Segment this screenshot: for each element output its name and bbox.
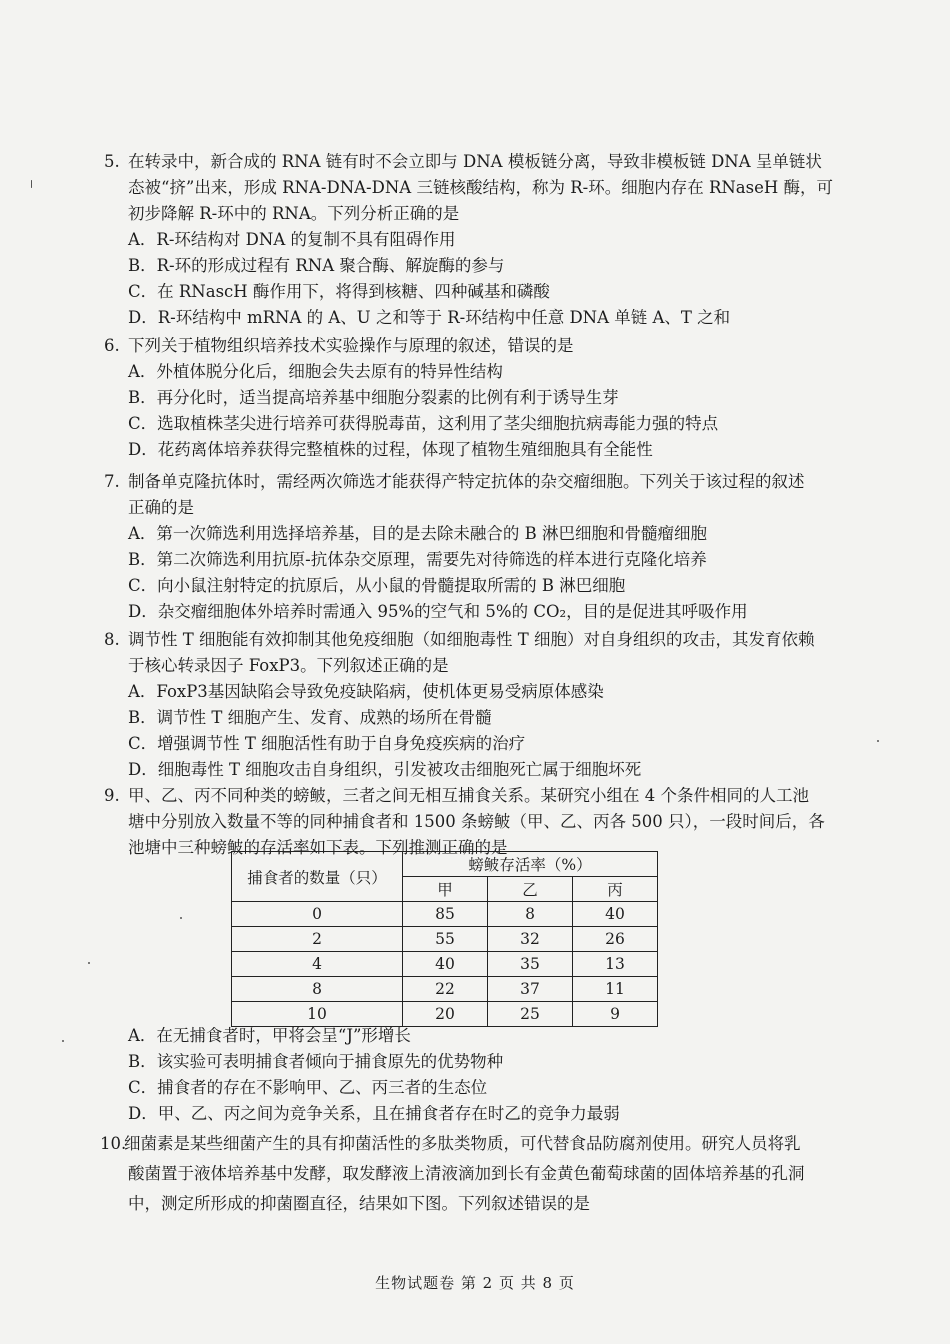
option-c: C．增强调节性 T 细胞活性有助于自身免疫疾病的治疗	[128, 734, 526, 753]
option-a: A．在无捕食者时，甲将会呈“J”形增长	[128, 1026, 411, 1045]
option-a: A．第一次筛选利用选择培养基，目的是去除未融合的 B 淋巴细胞和骨髓瘤细胞	[128, 524, 708, 543]
question-stem: 酸菌置于液体培养基中发酵，取发酵液上清液滴加到长有金黄色葡萄球菌的固体培养基的孔洞	[128, 1164, 805, 1183]
option-c: C．向小鼠注射特定的抗原后，从小鼠的骨髓提取所需的 B 淋巴细胞	[128, 576, 626, 595]
question-stem: 5. 在转录中，新合成的 RNA 链有时不会立即与 DNA 模板链分离，导致非模板链 DNA 呈单链状	[104, 149, 894, 175]
question-number: 6.	[104, 336, 120, 355]
table-column-header: 乙	[488, 877, 573, 902]
table-row	[232, 952, 658, 977]
survival-rate-table	[231, 851, 658, 1027]
table-cell: 8	[488, 902, 573, 927]
question-stem: 7. 制备单克隆抗体时，需经两次筛选才能获得产特定抗体的杂交瘤细胞。下列关于该过程的叙述	[104, 469, 894, 495]
option-b: B．该实验可表明捕食者倾向于捕食原先的优势物种	[128, 1052, 504, 1071]
option-b: B．R-环的形成过程有 RNA 聚合酶、解旋酶的参与	[128, 256, 505, 275]
option-d: D．R-环结构中 mRNA 的 A、U 之和等于 R-环结构中任意 DNA 单链 A、T 之和	[128, 308, 731, 327]
table-cell: 22	[403, 977, 488, 1002]
option-c: C．在 RNascH 酶作用下，将得到核糖、四种碱基和磷酸	[128, 282, 550, 301]
question-6	[104, 333, 894, 463]
option-a: A．外植体脱分化后，细胞会失去原有的特异性结构	[128, 362, 503, 381]
scan-mark	[877, 740, 879, 742]
table-cell: 26	[573, 927, 658, 952]
table-cell: 55	[403, 927, 488, 952]
question-9	[104, 783, 894, 861]
table-cell: 9	[573, 1002, 658, 1027]
question-10	[100, 1129, 894, 1219]
scan-mark	[180, 917, 182, 919]
table-cell: 10	[232, 1002, 403, 1027]
table-cell: 37	[488, 977, 573, 1002]
table-row-header: 捕食者的数量（只）	[232, 852, 403, 902]
question-stem: 初步降解 R-环中的 RNA。下列分析正确的是	[128, 204, 460, 223]
question-stem: 8. 调节性 T 细胞能有效抑制其他免疫细胞（如细胞毒性 T 细胞）对自身组织的攻击，其发育依赖	[104, 627, 894, 653]
table-cell: 13	[573, 952, 658, 977]
question-number: 10.	[100, 1134, 127, 1153]
table-cell: 0	[232, 902, 403, 927]
table-cell: 32	[488, 927, 573, 952]
option-d: D．花药离体培养获得完整植株的过程，体现了植物生殖细胞具有全能性	[128, 440, 653, 459]
option-a: A．R-环结构对 DNA 的复制不具有阻碍作用	[128, 230, 456, 249]
table-row	[232, 927, 658, 952]
table-row	[232, 977, 658, 1002]
question-stem: 塘中分别放入数量不等的同种捕食者和 1500 条螃鲏（甲、乙、丙各 500 只），一段时间后，各	[128, 812, 825, 831]
question-number: 8.	[104, 630, 120, 649]
question-stem: 10.细菌素是某些细菌产生的具有抑菌活性的多肽类物质，可代替食品防腐剂使用。研究人员将乳	[104, 1129, 894, 1159]
option-a: A．FoxP3基因缺陷会导致免疫缺陷病，使机体更易受病原体感染	[128, 682, 604, 701]
scan-mark	[62, 1040, 64, 1042]
table-cell: 40	[573, 902, 658, 927]
scan-mark	[31, 180, 32, 188]
option-d: D．杂交瘤细胞体外培养时需通入 95%的空气和 5%的 CO₂，目的是促进其呼吸作用	[128, 602, 748, 621]
question-number: 5.	[104, 152, 120, 171]
option-d: D．细胞毒性 T 细胞攻击自身组织，引发被攻击细胞死亡属于细胞坏死	[128, 760, 642, 779]
table-cell: 85	[403, 902, 488, 927]
table-cell: 2	[232, 927, 403, 952]
table-cell: 11	[573, 977, 658, 1002]
option-b: B．调节性 T 细胞产生、发育、成熟的场所在骨髓	[128, 708, 492, 727]
table-cell: 20	[403, 1002, 488, 1027]
table-cell: 35	[488, 952, 573, 977]
question-number: 9.	[104, 786, 120, 805]
question-stem: 池塘中三种螃鲏的存活率如下表。下列推测正确的是	[128, 838, 508, 857]
option-d: D．甲、乙、丙之间为竞争关系，且在捕食者存在时乙的竞争力最弱	[128, 1104, 620, 1123]
question-stem: 正确的是	[128, 498, 194, 517]
question-number: 7.	[104, 472, 120, 491]
table-cell: 8	[232, 977, 403, 1002]
question-9-options	[104, 1023, 894, 1127]
question-stem: 6. 下列关于植物组织培养技术实验操作与原理的叙述，错误的是	[104, 333, 894, 359]
option-b: B．第二次筛选利用抗原-抗体杂交原理，需要先对待筛选的样本进行克隆化培养	[128, 550, 707, 569]
table-cell: 25	[488, 1002, 573, 1027]
table-column-header: 丙	[573, 877, 658, 902]
table-cell: 4	[232, 952, 403, 977]
question-5	[104, 149, 894, 331]
page-footer: 生物试题卷 第 2 页 共 8 页	[375, 1274, 575, 1292]
question-stem: 态被“挤”出来，形成 RNA-DNA-DNA 三链核酸结构，称为 R-环。细胞内存在 RNaseH 酶，可	[128, 178, 834, 197]
question-7	[104, 469, 894, 625]
table-group-header: 螃鲏存活率（%）	[403, 852, 658, 877]
question-stem: 中，测定所形成的抑菌圈直径，结果如下图。下列叙述错误的是	[128, 1194, 590, 1213]
option-c: C．捕食者的存在不影响甲、乙、丙三者的生态位	[128, 1078, 488, 1097]
question-8	[104, 627, 894, 783]
table-cell: 40	[403, 952, 488, 977]
question-stem: 于核心转录因子 FoxP3。下列叙述正确的是	[128, 656, 449, 675]
table-column-header: 甲	[403, 877, 488, 902]
question-stem: 9. 甲、乙、丙不同种类的螃鲏，三者之间无相互捕食关系。某研究小组在 4 个条件相同的人工池	[104, 783, 894, 809]
table-row	[232, 902, 658, 927]
option-b: B．再分化时，适当提高培养基中细胞分裂素的比例有利于诱导生芽	[128, 388, 619, 407]
option-c: C．选取植株茎尖进行培养可获得脱毒苗，这利用了茎尖细胞抗病毒能力强的特点	[128, 414, 719, 433]
scan-mark	[88, 962, 90, 964]
